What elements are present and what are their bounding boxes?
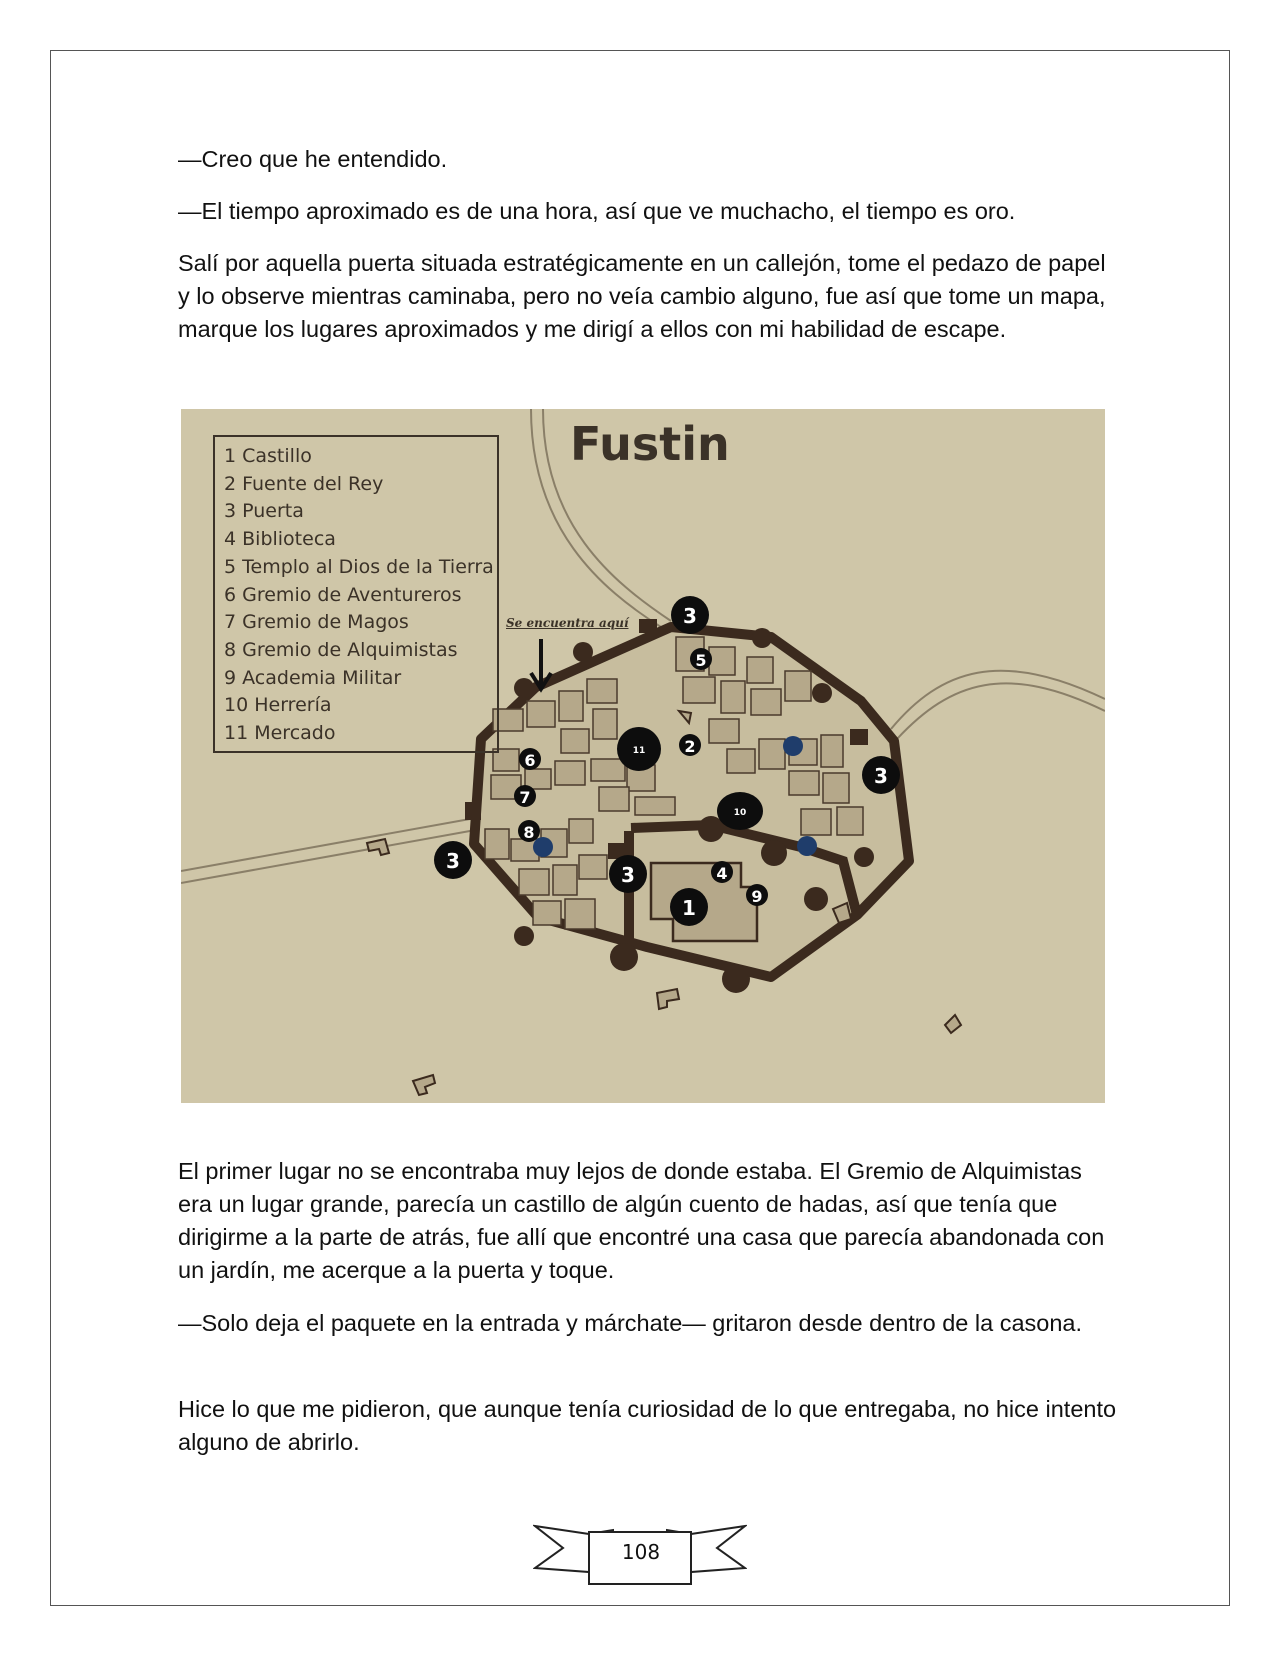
marker-label: 3 [621, 863, 635, 887]
marker-label: 3 [446, 849, 460, 873]
page-number: 108 [621, 1540, 661, 1564]
narrative-paragraph-1: Salí por aquella puerta situada estratégicamente en un callejón, tome el pedazo de papel y lo observe mientras caminaba, pero no veía cambio alguno, fue así que tome un mapa, marque los lugares aproximados y me dirigí a ellos con mi habilidad de escape. [178, 250, 1106, 342]
legend-item: 9 Academia Militar [224, 666, 402, 689]
marker-label: 6 [524, 751, 536, 770]
fustin-map [181, 409, 1105, 1103]
wall-tower [573, 642, 593, 662]
water-well [533, 837, 553, 857]
wall-tower [752, 628, 772, 648]
map-title: Fustin [570, 417, 730, 471]
marker-label: 3 [874, 764, 888, 788]
you-are-here-label: Se encuentra aquí [506, 616, 629, 630]
legend-item: 3 Puerta [224, 500, 304, 523]
marker-label: 7 [519, 788, 531, 807]
marker-label: 2 [684, 737, 696, 756]
marker-label: 11 [632, 746, 646, 756]
wall-tower [812, 683, 832, 703]
map-legend [213, 435, 499, 753]
marker-label: 3 [683, 604, 697, 628]
marker-label: 4 [716, 864, 728, 883]
legend-item: 10 Herrería [224, 694, 332, 717]
wall-tower [761, 840, 787, 866]
wall-tower [854, 847, 874, 867]
legend-item: 1 Castillo [224, 445, 312, 467]
legend-item: 5 Templo al Dios de la Tierra [224, 555, 494, 578]
dialogue-line-3: —Solo deja el paquete en la entrada y márchate— gritaron desde dentro de la casona. [178, 1310, 1083, 1336]
marker-label: 9 [751, 887, 763, 906]
gate-east [850, 729, 868, 745]
wall-tower [514, 926, 534, 946]
marker-label: 5 [695, 651, 707, 670]
page-number-banner [533, 1520, 747, 1586]
legend-item: 6 Gremio de Aventureros [224, 583, 462, 606]
marker-label: 8 [523, 823, 535, 842]
wall-tower [514, 678, 534, 698]
legend-item: 4 Biblioteca [224, 528, 336, 551]
legend-item: 7 Gremio de Magos [224, 611, 409, 634]
water-well [783, 736, 803, 756]
water-well [797, 836, 817, 856]
wall-tower [610, 943, 638, 971]
wall-tower [722, 965, 750, 993]
gate-west [465, 802, 481, 820]
marker-label: 10 [733, 808, 747, 818]
wall-tower [804, 887, 828, 911]
narrative-paragraph-2: El primer lugar no se encontraba muy lejos de donde estaba. El Gremio de Alquimistas era un lugar grande, parecía un castillo de algún cuento de hadas, así que tenía que dirigirme a la parte de atrás, fue allí que encontré una casa que parecía abandonada con un jardín, me acerque a la puerta y toque. [178, 1158, 1105, 1283]
marker-label: 1 [682, 896, 696, 920]
narrative-paragraph-3: Hice lo que me pidieron, que aunque tenía curiosidad de lo que entregaba, no hice intento alguno de abrirlo. [178, 1396, 1117, 1455]
legend-item: 2 Fuente del Rey [224, 472, 384, 495]
dialogue-line-1: —Creo que he entendido. [178, 146, 448, 172]
legend-item: 8 Gremio de Alquimistas [224, 638, 458, 661]
gate-north [639, 619, 657, 633]
dialogue-line-2: —El tiempo aproximado es de una hora, así que ve muchacho, el tiempo es oro. [178, 198, 1016, 224]
legend-item: 11 Mercado [224, 722, 336, 745]
